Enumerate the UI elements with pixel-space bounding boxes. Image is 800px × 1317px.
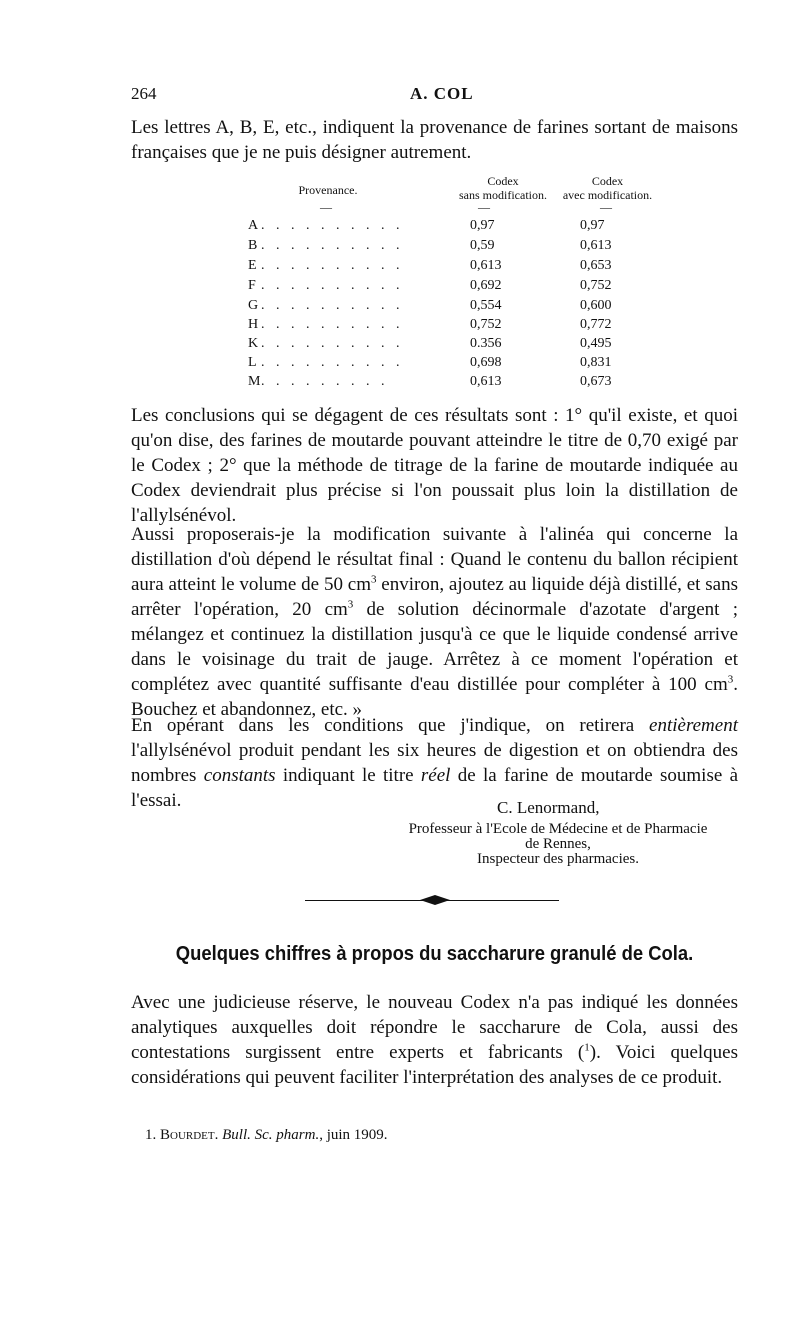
value-sans: 0.356: [470, 336, 502, 351]
emphasis: constants: [203, 765, 276, 786]
emphasis: réel: [420, 765, 451, 786]
table-header-avec-top: Codex: [591, 174, 624, 188]
cola-text: Avec une judicieuse réserve, le nouveau Codex n'a pas indiqué les données analytiques auxquelles doit répondre le saccharure de Cola, aussi des contestations surgissent entre experts et fabricants (: [131, 992, 738, 1063]
table-row: [248, 353, 648, 373]
table-dash: —: [320, 200, 332, 214]
table-row: [248, 216, 648, 236]
table-header-avec-bottom: avec modification.: [562, 188, 653, 202]
value-avec: 0,772: [580, 317, 612, 332]
modification-paragraph: [131, 522, 738, 722]
signature-name: C. Lenormand,: [497, 798, 600, 817]
leader-dots: . . . . . . . . . .: [261, 298, 404, 313]
footnote-ref: 1: [584, 1041, 590, 1054]
result-text: En opérant dans les conditions que j'indique, on retirera: [131, 715, 650, 736]
value-sans: 0,613: [470, 258, 502, 273]
result-paragraph: [131, 713, 738, 813]
footnote-author: Bourdet.: [160, 1127, 219, 1143]
row-label: L: [248, 355, 257, 370]
value-avec: 0,673: [580, 374, 612, 389]
row-label: G: [248, 298, 259, 313]
value-sans: 0,554: [470, 298, 502, 313]
table-dash: —: [478, 200, 490, 214]
superscript: 3: [347, 598, 354, 611]
leader-dots: . . . . . . . . . .: [261, 317, 404, 332]
value-avec: 0,831: [580, 355, 612, 370]
signature-role: Inspecteur des pharmacies.: [476, 851, 639, 867]
value-sans: 0,752: [470, 317, 502, 332]
page-number: 264: [131, 84, 157, 103]
row-label: F: [248, 278, 256, 293]
table-row: [248, 372, 648, 392]
conclusions-paragraph: Les conclusions qui se dégagent de ces résultats sont : 1° qu'il existe, et quoi qu'on dise, des farines de moutarde pouvant atteindre le titre de 0,70 exigé par le Codex ; 2° que la méthode de titrage de la farine de moutarde indiquée au Codex deviendrait plus précise si l'on poussait plus loin la distillation de l'allylsénévol.: [131, 405, 738, 526]
value-avec: 0,613: [580, 238, 612, 253]
leader-dots: . . . . . . . . . .: [261, 238, 404, 253]
superscript: 3: [370, 573, 377, 586]
leader-dots: . . . . . . . . . .: [261, 336, 404, 351]
value-sans: 0,698: [470, 355, 502, 370]
value-sans: 0,97: [470, 218, 495, 233]
cola-paragraph: [131, 990, 738, 1090]
table-header-sans-bottom: sans modification.: [459, 188, 547, 202]
leader-dots: . . . . . . . . . .: [261, 278, 404, 293]
footnote-journal: Bull. Sc. pharm.: [222, 1127, 320, 1143]
result-text: de la farine de moutarde soumise à l'essai.: [131, 765, 739, 811]
table-header-avec: [545, 174, 670, 202]
result-text: indiquant le titre: [275, 765, 421, 786]
row-label: H: [248, 317, 259, 332]
value-sans: 0,613: [470, 374, 502, 389]
superscript: 3: [727, 673, 734, 686]
intro-paragraph: Les lettres A, B, E, etc., indiquent la provenance de farines sortant de maisons françaises que je ne puis désigner autrement.: [131, 117, 738, 163]
leader-dots: . . . . . . . . . .: [261, 355, 404, 370]
modification-text: Aussi proposerais-je la modification suivante à l'alinéa qui concerne la distillation d'où dépend le résultat final : Quand le contenu du ballon récipient aura atteint le volume de 50 cm: [131, 524, 738, 595]
footnote-number: 1.: [145, 1127, 157, 1143]
table-row: [248, 256, 648, 276]
leader-dots: . . . . . . . . . .: [261, 218, 404, 233]
signature-city: de Rennes,: [525, 836, 591, 852]
value-sans: 0,692: [470, 278, 502, 293]
table-row: [248, 296, 648, 316]
row-label: A: [248, 218, 259, 233]
row-label: M: [248, 374, 261, 389]
separator-ornament-icon: [420, 893, 450, 907]
signature-title: Professeur à l'Ecole de Médecine et de Pharmacie: [408, 821, 708, 837]
row-label: K: [248, 336, 259, 351]
table-header-provenance: Provenance.: [298, 183, 358, 197]
footnote: [145, 1127, 388, 1144]
value-avec: 0,495: [580, 336, 612, 351]
emphasis: entièrement: [649, 715, 738, 736]
table-dash: —: [600, 200, 612, 214]
table-row: [248, 315, 648, 335]
table-header-sans-top: Codex: [487, 174, 519, 188]
cola-text: ). Voici quelques considérations qui peuvent faciliter l'interprétation des analyses de ce produit.: [131, 1042, 738, 1088]
value-avec: 0,97: [580, 218, 605, 233]
modification-text: . Bouchez et abandonnez, etc. »: [131, 674, 738, 720]
value-sans: 0,59: [470, 238, 495, 253]
section-heading: Quelques chiffres à propos du saccharure granulé de Cola.: [175, 943, 694, 965]
running-title: A. COL: [410, 84, 474, 103]
table-row: [248, 276, 648, 296]
table-row: [248, 334, 648, 354]
footnote-date: , juin 1909.: [319, 1127, 388, 1143]
value-avec: 0,653: [580, 258, 612, 273]
modification-text: de solution décinormale d'azotate d'argent ; mélangez et continuez la distillation jusqu'à ce que le liquide condensé arrive dans le voisinage du trait de jauge. Arrêtez à ce moment l'opération et complétez avec quantité suffisante d'eau distillée pour compléter à 100 cm: [131, 599, 738, 695]
row-label: B: [248, 238, 258, 253]
modification-text: environ, ajoutez au liquide déjà distillé, et sans arrêter l'opération, 20 cm: [131, 574, 738, 620]
row-label: E: [248, 258, 257, 273]
leader-dots: . . . . . . . . . .: [261, 258, 404, 273]
leader-dots: . . . . . . . . .: [261, 374, 389, 389]
result-text: l'allylsénévol produit pendant les six heures de digestion et on obtiendra des nombres: [131, 740, 738, 786]
value-avec: 0,600: [580, 298, 612, 313]
value-avec: 0,752: [580, 278, 612, 293]
table-row: [248, 236, 648, 256]
